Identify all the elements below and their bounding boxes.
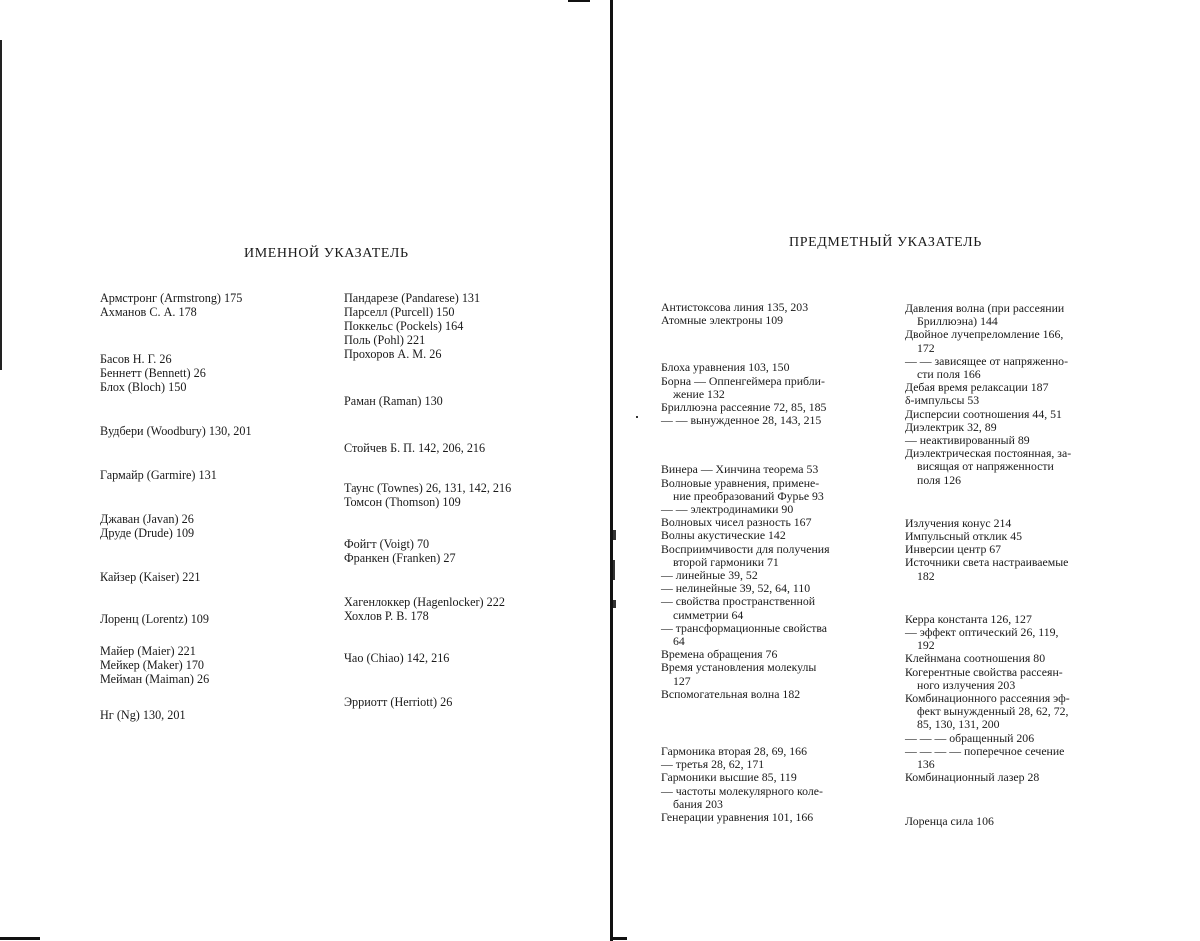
index-entry: Источники света настраиваемые [905,555,1069,570]
index-entry: — — вынужденное 28, 143, 215 [661,413,822,428]
index-entry: Комбинационный лазер 28 [905,770,1040,785]
index-column-2 [905,302,1135,828]
index-entry-continuation: висящая от напряженности [917,459,1054,474]
index-entry: Комбинационного рассеяния эф- [905,691,1070,706]
index-entry: Диэлектрическая постоянная, за- [905,446,1072,461]
index-entry: Таунс (Townes) 26, 131, 142, 216 [344,481,512,495]
index-entry: Антистоксова линия 135, 203 [661,300,809,314]
index-entry: Прохоров А. М. 26 [344,347,442,361]
index-group [100,512,325,540]
index-entry: Волны акустические 142 [661,528,786,543]
index-entry: Восприимчивости для получения [661,541,830,556]
index-entry: Нг (Ng) 130, 201 [100,708,186,722]
index-group [344,537,584,565]
index-entry-continuation: 136 [917,757,935,772]
index-entry: Армстронг (Armstrong) 175 [100,291,243,305]
index-entry: Генерации уравнения 101, 166 [661,810,814,825]
index-entry: Двойное лучепреломление 166, [905,327,1064,342]
index-entry: Фойгт (Voigt) 70 [344,537,430,551]
index-entry: Поккельс (Pockels) 164 [344,319,464,333]
index-entry: Дисперсии соотношения 44, 51 [905,406,1062,421]
index-entry: Парселл (Purcell) 150 [344,305,455,319]
index-entry: Кайзер (Kaiser) 221 [100,570,201,584]
index-entry: — — зависящее от напряженно- [905,353,1069,368]
index-entry: Томсон (Thomson) 109 [344,495,461,509]
index-entry: — — — обращенный 206 [905,730,1035,745]
index-column-1 [661,301,886,824]
index-entry: Лоренц (Lorentz) 109 [100,612,209,626]
index-group [100,352,325,394]
index-entry-continuation: бания 203 [673,796,723,811]
index-entry: Бриллюэна рассеяние 72, 85, 185 [661,400,827,415]
index-entry-continuation: жение 132 [673,386,725,401]
index-entry: Эрриотт (Herriott) 26 [344,695,453,709]
index-entry: Хохлов Р. В. 178 [344,609,429,623]
index-entry: Блох (Bloch) 150 [100,380,187,394]
index-entry-continuation: второй гармоники 71 [673,554,779,569]
index-entry: Гармайр (Garmire) 131 [100,468,217,482]
index-entry: Мейкер (Maker) 170 [100,658,205,672]
index-entry-continuation: 192 [917,638,935,653]
index-entry: Франкен (Franken) 27 [344,551,456,565]
index-entry: Времена обращения 76 [661,647,778,662]
index-entry: Винера — Хинчина теорема 53 [661,462,819,477]
index-entry-continuation: сти поля 166 [917,367,981,382]
index-entry: — третья 28, 62, 171 [661,757,765,772]
index-entry: — нелинейные 39, 52, 64, 110 [661,581,811,596]
index-column-2 [344,291,584,709]
index-group [344,291,584,361]
index-entry: Излучения конус 214 [905,515,1012,530]
index-entry: Давления волна (при рассеянии [905,301,1065,315]
index-entry: — — — — поперечное сечение [905,743,1065,758]
index-entry: — эффект оптический 26, 119, [905,625,1059,640]
index-entry: Импульсный отклик 45 [905,529,1022,544]
index-entry: Дебая время релаксации 187 [905,380,1049,395]
index-entry: Раман (Raman) 130 [344,394,443,408]
index-entry: Вудбери (Woodbury) 130, 201 [100,424,252,438]
index-entry: Беннетт (Bennett) 26 [100,366,206,380]
index-entry: Керра константа 126, 127 [905,611,1032,626]
index-entry-continuation: симметрии 64 [673,607,744,622]
index-entry: — неактивированный 89 [905,433,1030,448]
index-group [344,481,584,509]
index-entry-continuation: фект вынужденный 28, 62, 72, [917,704,1069,719]
index-entry: Инверсии центр 67 [905,542,1002,557]
index-entry: Волновые уравнения, примене- [661,475,820,490]
index-column-1 [100,291,325,722]
index-entry: Гармоники высшие 85, 119 [661,770,797,785]
index-entry: — трансформационные свойства [661,620,827,635]
index-entry: Джаван (Javan) 26 [100,512,194,526]
index-entry: Майер (Maier) 221 [100,644,196,658]
index-entry: Стойчев Б. П. 142, 206, 216 [344,441,486,455]
index-entry: Клейнмана соотношения 80 [905,651,1046,666]
index-entry: Пандарезе (Pandarese) 131 [344,291,481,305]
index-entry: — линейные 39, 52 [661,568,758,583]
index-entry-continuation: ние преобразований Фурье 93 [673,488,824,503]
index-entry: Когерентные свойства рассеян- [905,664,1063,679]
index-entry: Ахманов С. А. 178 [100,305,197,319]
index-entry-continuation: 172 [917,340,935,355]
index-entry-continuation: 182 [917,568,935,583]
index-entry: — — электродинамики 90 [661,502,794,517]
index-entry: Поль (Pohl) 221 [344,333,426,347]
index-entry-continuation: 85, 130, 131, 200 [917,717,1000,732]
index-entry: Диэлектрик 32, 89 [905,419,997,434]
index-entry: Вспомогательная волна 182 [661,686,801,701]
index-entry: Борна — Оппенгеймера прибли- [661,373,825,388]
index-entry: Басов Н. Г. 26 [100,352,172,366]
index-entry: Время установления молекулы [661,660,817,675]
index-entry-continuation: ного излучения 203 [917,677,1016,692]
index-entry: Волновых чисел разность 167 [661,515,812,530]
index-entry: — частоты молекулярного коле- [661,783,823,798]
page-title: ИМЕННОЙ УКАЗАТЕЛЬ [244,246,409,261]
index-group [344,595,584,623]
index-entry: — свойства пространственной [661,594,816,609]
index-entry: Гармоника вторая 28, 69, 166 [661,744,807,759]
index-entry: Чао (Chiao) 142, 216 [344,651,450,665]
index-entry: Мейман (Maiman) 26 [100,672,210,686]
index-entry: δ-импульсы 53 [905,393,980,408]
index-entry: Друде (Drude) 109 [100,526,195,540]
index-entry-continuation: 64 [673,634,685,649]
index-entry-continuation: 127 [673,673,691,688]
page-title: ПРЕДМЕТНЫЙ УКАЗАТЕЛЬ [789,235,982,250]
index-entry: Блоха уравнения 103, 150 [661,360,790,375]
index-entry-continuation: Бриллюэна) 144 [917,314,998,329]
index-entry: Лоренца сила 106 [905,813,994,828]
index-entry-continuation: поля 126 [917,472,962,487]
subject-index-page [613,0,1200,941]
index-group [100,291,325,319]
index-entry: Хагенлоккер (Hagenlocker) 222 [344,595,505,609]
index-entry: Атомные электроны 109 [661,313,784,328]
index-group [100,644,325,686]
